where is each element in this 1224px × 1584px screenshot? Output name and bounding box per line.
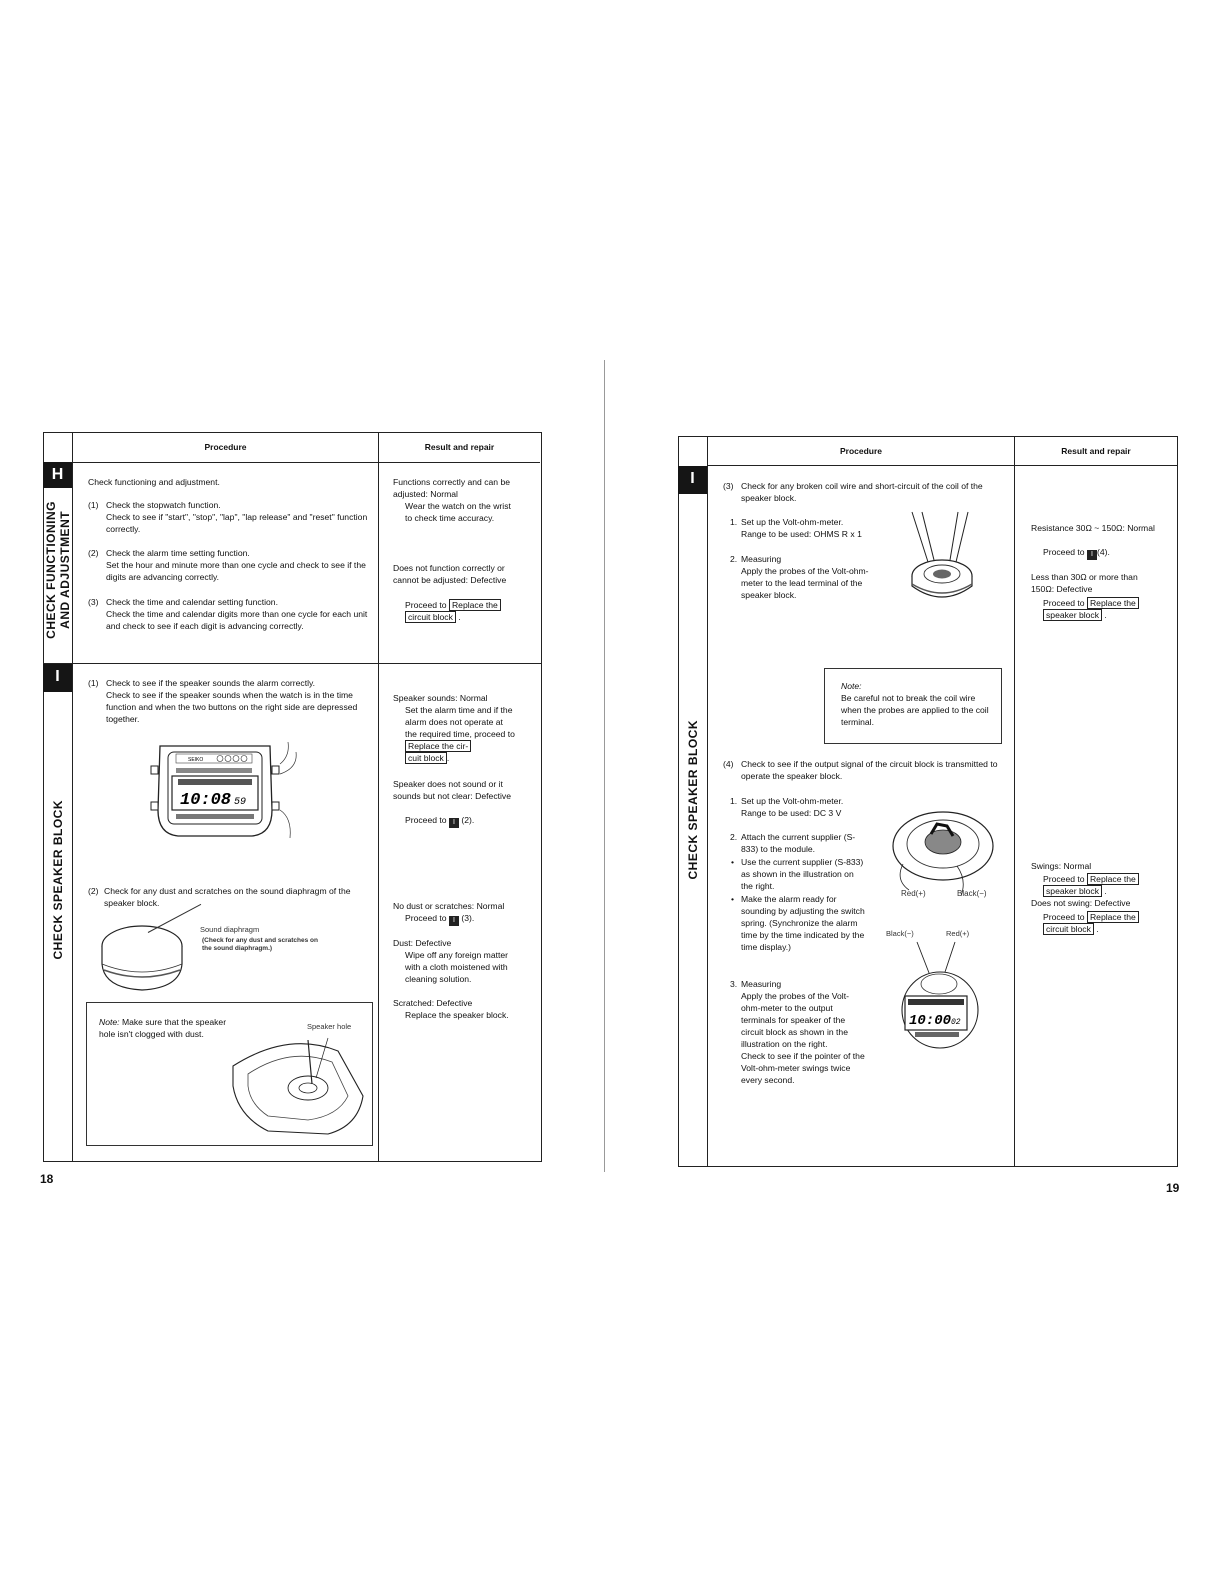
step4-sub1-num: 1.: [730, 796, 738, 806]
section-i-r2-proceed: Proceed to I (3).: [405, 913, 475, 924]
section-h-step3-detail: Check the time and calendar digits more than one cycle for each unit and check to see if each digit is advancing correctly.: [106, 609, 368, 631]
right-header-procedure: Procedure: [839, 446, 883, 456]
section-i-step1-detail: Check to see if the speaker sounds when the watch is in the time function and when the two buttons on the right side are depressed together.: [106, 690, 358, 724]
right-header-result: Result and repair: [1061, 446, 1131, 456]
section-i-step2-num: (2): [88, 886, 99, 896]
speaker-probe-illustration: [900, 510, 984, 610]
section-i-r2-dust-detail: Wipe off any foreign matter with a cloth moistened with cleaning solution.: [405, 950, 509, 984]
step4-bullet2: Make the alarm ready for sounding by adjusting the switch spring. (Synchronize the alarm time by the time indicated by the time display.): [741, 894, 865, 952]
step4-title: Check to see if the output signal of the circuit block is transmitted to operate the speaker block.: [741, 759, 998, 781]
diaphragm-caption-title: Sound diaphragm: [200, 925, 260, 934]
speaker-hole-caption: Speaker hole: [307, 1022, 352, 1031]
left-side-divider: [72, 432, 73, 1161]
section-i-side-label: CHECK SPEAKER BLOCK: [51, 800, 65, 960]
step4-sub3-check: Check to see if the pointer of the Volt-ohm-meter swings twice every second.: [741, 1051, 865, 1085]
section-h-result-normal-detail: Wear the watch on the wrist to check time accuracy.: [405, 501, 511, 523]
left-header-procedure: Procedure: [204, 442, 247, 452]
module-illustration: [895, 940, 985, 1050]
step3-sub2-detail: Apply the probes of the Volt-ohm-meter to the lead terminal of the speaker block.: [741, 566, 869, 600]
left-col-divider: [378, 432, 379, 1161]
step4-bullet1-mark: •: [731, 857, 735, 867]
step4-sub3-num: 3.: [730, 979, 738, 989]
step4-bullet1: Use the current supplier (S-833) as shown in the illustration on the right.: [741, 857, 864, 891]
section-i-r2-normal: No dust or scratches: Normal: [393, 901, 505, 911]
step3-sub1-detail: Range to be used: OHMS R x 1: [741, 529, 862, 539]
section-i-r2-scratch: Scratched: Defective: [393, 998, 473, 1008]
section-i-r1-defect: Speaker does not sound or it sounds but not clear: Defective: [393, 779, 511, 801]
section-h-step2-detail: Set the hour and minute more than one cycle and check to see if the digits are advancing correctly.: [106, 560, 366, 582]
section-i-r1-normal-detail: Set the alarm time and if the alarm does not operate at the required time, proceed to Replace the cir- cuit block .: [405, 705, 515, 763]
section-i-step1-num: (1): [88, 678, 99, 688]
r3-proceed2: Proceed to Replace the speaker block .: [1043, 597, 1168, 621]
svg-text:02: 02: [951, 1018, 961, 1027]
right-note-text: Be careful not to break the coil wire when the probes are applied to the coil terminal.: [841, 693, 989, 727]
section-h-step3-num: (3): [88, 597, 99, 607]
section-h-tab: H: [43, 462, 72, 488]
step3-sub1-num: 1.: [730, 517, 738, 527]
svg-text:10:08: 10:08: [180, 791, 232, 810]
right-side-label: CHECK SPEAKER BLOCK: [686, 720, 700, 880]
r4-proceed2: Proceed to Replace the circuit block .: [1043, 911, 1168, 935]
section-h-step3-title: Check the time and calendar setting function.: [106, 597, 278, 607]
r4-proceed: Proceed to Replace the speaker block .: [1043, 873, 1168, 897]
section-i-r1-proceed: Proceed to I (2).: [405, 815, 475, 826]
step4-sub3-title: Measuring: [741, 979, 782, 989]
r4-normal: Swings: Normal: [1031, 861, 1092, 871]
right-header-rule: [707, 465, 1177, 466]
step4-num: (4): [723, 759, 734, 769]
right-note-label: Note:: [841, 681, 862, 691]
section-h-step2-title: Check the alarm time setting function.: [106, 548, 250, 558]
step4-sub3-detail: Apply the probes of the Volt-ohm-meter to the output terminals for speaker of the circuit block as shown in the illustration on the right.: [741, 991, 849, 1049]
svg-text:10:00: 10:00: [909, 1013, 952, 1029]
left-page-number: 18: [40, 1172, 54, 1186]
step4-bullet2-mark: •: [731, 894, 735, 904]
center-fold-line: [604, 360, 605, 1172]
right-page-number: 19: [1166, 1181, 1180, 1195]
section-h-side-label: CHECK FUNCTIONING AND ADJUSTMENT: [44, 501, 72, 639]
step3-sub2-num: 2.: [730, 554, 738, 564]
r4-defect: Does not swing: Defective: [1031, 898, 1131, 908]
section-h-step1-detail: Check to see if "start", "stop", "lap", "lap release" and "reset" function correctly.: [106, 512, 368, 534]
section-i-r1-normal: Speaker sounds: Normal: [393, 693, 488, 703]
r3-normal: Resistance 30Ω ~ 150Ω: Normal: [1031, 523, 1155, 533]
section-h-result-normal: Functions correctly and can be adjusted: Normal: [393, 477, 511, 499]
replace-circuit-block-box: Replace the: [449, 599, 501, 611]
speaker-hole-illustration: [228, 1026, 368, 1138]
step4-sub2-num: 2.: [730, 832, 738, 842]
step3-sub2-title: Measuring: [741, 554, 782, 564]
label-black-minus-2: Black(−): [886, 929, 914, 938]
section-h-result-defect: Does not function correctly or cannot be adjusted: Defective: [393, 563, 507, 585]
section-i-r2-scratch-detail: Replace the speaker block.: [405, 1010, 509, 1020]
step4-sub1-detail: Range to be used: DC 3 V: [741, 808, 842, 818]
section-h-result-proceed: Proceed to Replace the circuit block .: [405, 599, 530, 623]
svg-text:SEIKO: SEIKO: [188, 757, 204, 763]
r3-proceed: Proceed to I (4).: [1043, 547, 1110, 558]
left-header-rule: [72, 462, 540, 463]
step3-sub1-title: Set up the Volt-ohm-meter.: [741, 517, 844, 527]
r3-defect: Less than 30Ω or more than 150Ω: Defective: [1031, 572, 1138, 594]
section-i-step1-title: Check to see if the speaker sounds the alarm correctly.: [106, 678, 316, 688]
section-h-intro: Check functioning and adjustment.: [88, 477, 220, 487]
step4-sub2-title: Attach the current supplier (S-833) to the module.: [741, 832, 856, 854]
section-h-step1-title: Check the stopwatch function.: [106, 500, 221, 510]
right-side-divider: [707, 436, 708, 1166]
section-h-step1-num: (1): [88, 500, 99, 510]
watch-illustration: [140, 738, 300, 843]
label-black-minus: Black(−): [957, 889, 987, 898]
left-note-text: Note: Make sure that the speaker hole isn't clogged with dust.: [99, 1017, 227, 1039]
section-i-tab: I: [43, 664, 72, 692]
section-i-step2-title: Check for any dust and scratches on the sound diaphragm of the speaker block.: [104, 886, 351, 908]
diaphragm-illustration: [100, 922, 200, 1002]
svg-text:59: 59: [234, 797, 247, 808]
left-header-result: Result and repair: [424, 442, 495, 452]
current-supplier-illustration: [885, 806, 995, 898]
left-section-rule: [43, 663, 541, 664]
step4-sub1-title: Set up the Volt-ohm-meter.: [741, 796, 844, 806]
right-col-divider: [1014, 436, 1015, 1166]
label-red-plus-2: Red(+): [946, 929, 970, 938]
label-red-plus: Red(+): [901, 889, 926, 898]
step3-num: (3): [723, 481, 734, 491]
step3-title: Check for any broken coil wire and short-circuit of the coil of the speaker block.: [741, 481, 983, 503]
section-i-r2-dust: Dust: Defective: [393, 938, 452, 948]
section-h-step2-num: (2): [88, 548, 99, 558]
right-section-i-tab: I: [678, 466, 707, 494]
diaphragm-caption-detail: (Check for any dust and scratches on the sound diaphragm.): [202, 937, 318, 952]
